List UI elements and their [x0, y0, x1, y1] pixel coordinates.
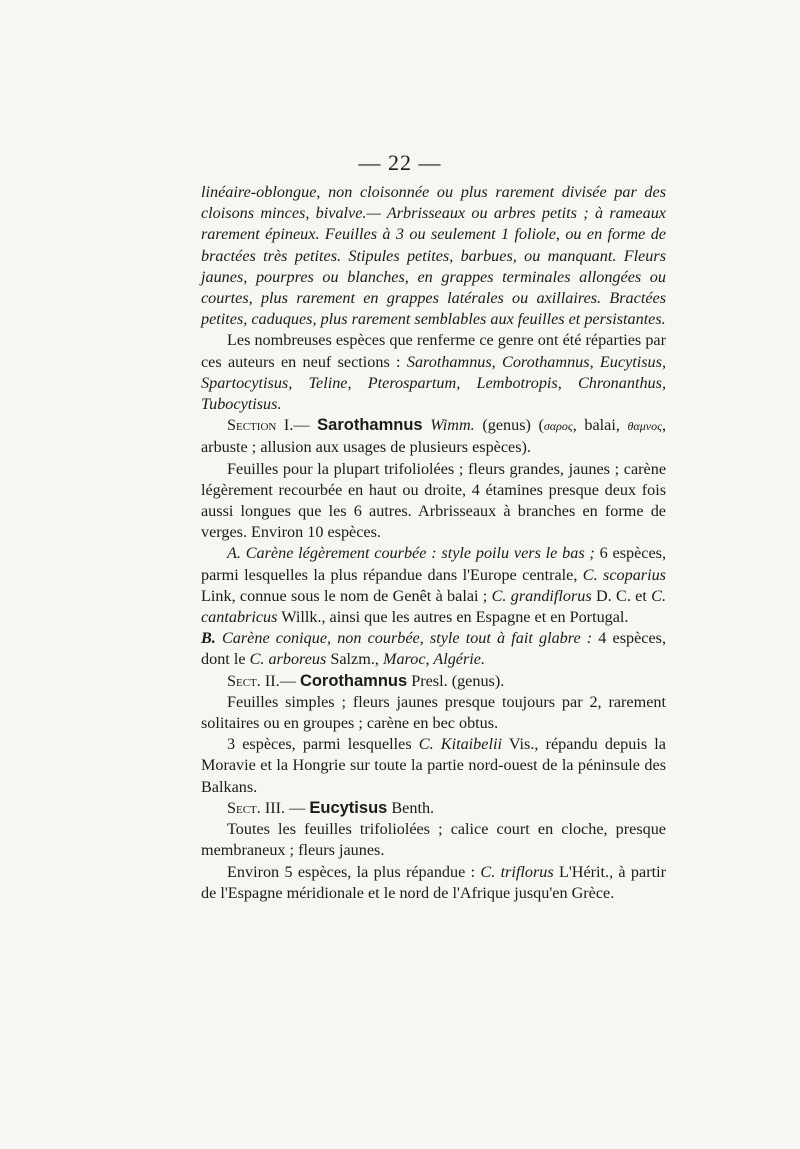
subsection-b-text-2: Salzm.,: [326, 650, 383, 669]
section-3-author: Benth.: [387, 798, 435, 817]
species-triflorus: C. triflorus: [480, 862, 554, 881]
paragraph-section-2-description: [201, 692, 666, 734]
section-2-species-text-2: Vis., répandu depuis la Moravie et la Hongrie sur toute la partie nord-ouest de la péninsule des Balkans.: [201, 735, 666, 796]
subsection-b: [201, 628, 666, 670]
section-1-gloss-1: , balai,: [572, 416, 628, 435]
subsection-b-desc: Carène conique, non courbée, style tout à fait glabre :: [215, 629, 593, 648]
section-3-species-text-2: L'Hérit., à partir de l'Espagne méridionale et le nord de l'Afrique jusqu'en Grèce.: [201, 862, 666, 902]
section-3-heading: [201, 798, 666, 819]
section-1-description-text: Feuilles pour la plupart trifoliolées ; fleurs grandes, jaunes ; carène légèrement recourbée en haut ou droite, 4 étamines presque deux fois aussi longues que les 6 autres. Arbrisseaux à branches en forme de verges. Environ 10 espèces.: [201, 459, 666, 542]
subsection-a: [201, 543, 666, 628]
section-2-author: Presl. (genus).: [407, 671, 505, 690]
section-2-name: Corothamnus: [299, 671, 408, 690]
section-3-species-text-1: Environ 5 espèces, la plus répandue :: [227, 862, 481, 881]
section-2-heading: [201, 671, 666, 692]
subsection-a-desc: Carène légèrement courbée : style poilu vers le bas ;: [240, 544, 595, 563]
section-3-description-text: Toutes les feuilles trifoliolées ; calice court en cloche, presque membraneux ; fleurs jaunes.: [201, 820, 666, 860]
subsection-a-text-4: Willk., ainsi que les autres en Espagne et en Portugal.: [277, 608, 629, 627]
subsection-b-text-1: 4 espèces, dont le: [201, 629, 667, 669]
paragraph-section-3-species: [201, 862, 666, 904]
section-1-name: Sarothamnus: [317, 416, 423, 435]
text-block: [201, 182, 666, 904]
section-1-gloss-2: , arbuste ; allusion aux usages de plusieurs espèces).: [201, 416, 666, 457]
species-scoparius: C. scoparius: [582, 565, 666, 584]
paragraph-genus-description: [201, 182, 666, 330]
subsection-b-letter: B.: [201, 629, 216, 648]
greek-word-2: θαμνος: [627, 419, 662, 434]
subsection-a-text-1: 6 espèces, parmi lesquelles la plus répandue dans l'Europe centrale,: [201, 544, 666, 584]
subsection-a-letter: A.: [227, 544, 241, 563]
section-3-label: Sect. III. —: [227, 798, 306, 817]
page-number: — 22 —: [358, 150, 442, 175]
section-1-heading: [201, 415, 666, 458]
subsection-a-text-2: Link, connue sous le nom de Genêt à balai ;: [201, 586, 492, 605]
species-arboreus: C. arboreus: [249, 650, 327, 669]
species-kitaibelii: C. Kitaibelii: [418, 735, 502, 754]
paragraph-sections-intro: [201, 330, 666, 415]
subsection-b-locality: Maroc, Algérie.: [382, 650, 486, 669]
section-3-name: Eucytisus: [309, 798, 388, 817]
section-1-rank: (genus) (: [482, 416, 544, 435]
species-grandiflorus: C. grandiflorus: [491, 586, 592, 605]
sections-list: Sarothamnus, Corothamnus, Eucytisus, Spartocytisus, Teline, Pterospartum, Lembotropis, Chronanthus, Tubocytisus.: [201, 352, 666, 414]
genus-description-text: linéaire-oblongue, non cloisonnée ou plus rarement divisée par des cloisons minces, bivalve.— Arbrisseaux ou arbres petits ; à rameaux rarement épineux. Feuilles à 3 ou seulement 1 foliole, ou en forme de bractées très petites. Stipules petites, barbues, ou manquant. Fleurs jaunes, pourpres ou blanches, en grappes terminales allongées ou courtes, plus rarement en grappes latérales ou axillaires. Bractées petites, caduques, plus rarement semblables aux feuilles et persistantes.: [201, 183, 666, 329]
greek-word-1: σαρος: [543, 419, 573, 434]
species-cantabricus: C. cantabricus: [201, 586, 666, 627]
section-2-label: Sect. II.—: [227, 671, 296, 690]
section-2-description-text: Feuilles simples ; fleurs jaunes presque toujours par 2, rarement solitaires ou en groupes ; carène en bec obtus.: [201, 692, 666, 733]
sections-intro-text: Les nombreuses espèces que renferme ce genre ont été réparties par ces auteurs en neuf sections :: [201, 331, 666, 371]
paragraph-section-2-species: [201, 734, 666, 798]
subsection-a-text-3: D. C. et: [591, 586, 652, 605]
section-2-species-text-1: 3 espèces, parmi lesquelles: [227, 735, 419, 754]
paragraph-section-3-description: [201, 819, 666, 861]
paragraph-section-1-description: [201, 459, 666, 544]
section-1-author: Wimm.: [430, 416, 475, 435]
section-1-label: Section I.—: [227, 416, 310, 435]
